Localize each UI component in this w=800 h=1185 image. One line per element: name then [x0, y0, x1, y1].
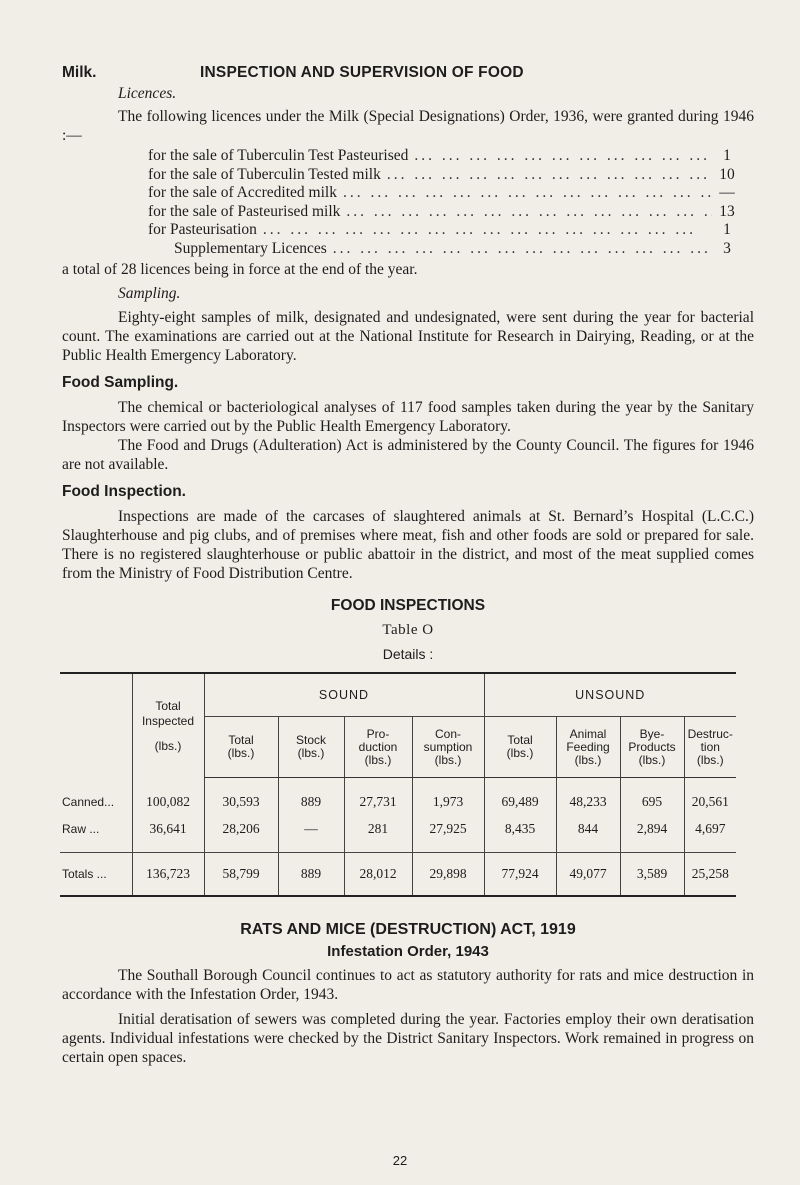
rats-subtitle: Infestation Order, 1943	[327, 943, 489, 960]
food-inspection-text: Inspections are made of the carcases of slaughtered animals at St. Bernard’s Hospital (L.C.C.) Slaughterhouse and pig clubs, and of premises where meat, fish and other foods are sold or prepared for sale. There is no registered slaughterhouse or public abattoir in the district, and most of the meat supplied comes from the Ministry of Food Distribution Centre.	[62, 508, 754, 582]
rats-title: RATS AND MICE (DESTRUCTION) ACT, 1919	[240, 921, 576, 938]
cell-destruction: 25,258	[684, 853, 736, 897]
cell-stock: 889	[278, 778, 344, 815]
leader-dots	[327, 240, 712, 259]
cell-unsound-total: 77,924	[484, 853, 556, 897]
cell-production: 281	[344, 814, 412, 853]
cell-stock: 889	[278, 853, 344, 897]
list-item	[148, 221, 742, 240]
totals-row	[60, 853, 736, 897]
page-number: 22	[392, 1153, 408, 1168]
cell-consumption: 29,898	[412, 853, 484, 897]
col-header-unsound-total: Total (lbs.)	[484, 717, 556, 778]
col-header-animal-feeding: Animal Feeding (lbs.)	[556, 717, 620, 778]
licence-label: for the sale of Pasteurised milk	[148, 202, 341, 220]
licence-count: 1	[723, 221, 731, 238]
cell-unsound-total: 8,435	[484, 814, 556, 853]
licence-label: Supplementary Licences	[174, 239, 327, 257]
licence-label: for the sale of Tuberculin Test Pasteurised	[148, 147, 409, 164]
cell-destruction: 4,697	[684, 814, 736, 853]
cell-animal-feeding: 48,233	[556, 778, 620, 815]
row-label: Totals ...	[60, 853, 132, 897]
food-inspection-heading: Food Inspection.	[62, 483, 186, 500]
rats-text: The Southall Borough Council continues to act as statutory authority for rats and mice destruction in accordance with the Infestation Order, 1943.	[62, 967, 754, 1003]
cell-production: 27,731	[344, 778, 412, 815]
food-sampling-text-2: The Food and Drugs (Adulteration) Act is administered by the County Council. The figures for 1946 are not available.	[62, 437, 754, 473]
licence-count: 3	[723, 239, 731, 257]
cell-bye-products: 2,894	[620, 814, 684, 853]
cell-bye-products: 3,589	[620, 853, 684, 897]
rats-text-2: Initial deratisation of sewers was completed during the year. Factories employ their own deratisation agents. Individual infestations were checked by the District Sanitary Inspectors. Work remained in progress on certain open spaces.	[62, 1011, 754, 1066]
row-label-header	[60, 673, 132, 778]
food-sampling-heading: Food Sampling.	[62, 374, 179, 391]
cell-sound-total: 30,593	[204, 778, 278, 815]
list-item	[148, 184, 742, 203]
cell-total: 100,082	[132, 778, 204, 815]
licence-count: 13	[719, 202, 735, 220]
cell-sound-total: 28,206	[204, 814, 278, 853]
col-total-inspected-unit: (lbs.)	[154, 738, 182, 753]
licence-count: 1	[723, 147, 731, 164]
list-item	[148, 240, 742, 259]
col-header-bye-products: Bye- Products (lbs.)	[620, 717, 684, 778]
sampling-text: Eighty-eight samples of milk, designated and undesignated, were sent during the year for bacterial count. The examinations are carried out at the National Institute for Research in Dairying, Reading, or at the Public Health Emergency Laboratory.	[62, 309, 754, 364]
cell-animal-feeding: 844	[556, 814, 620, 853]
licences-heading: Licences.	[118, 85, 177, 102]
leader-dots	[257, 221, 712, 240]
cell-stock: —	[278, 814, 344, 853]
section-label: Milk.	[62, 64, 97, 81]
col-header-destruction: Destruc- tion (lbs.)	[684, 717, 736, 778]
cell-destruction: 20,561	[684, 778, 736, 815]
list-item	[148, 147, 742, 166]
leader-dots	[340, 203, 712, 222]
leader-dots	[381, 166, 712, 185]
licence-label: for the sale of Tuberculin Tested milk	[148, 165, 381, 183]
cell-consumption: 1,973	[412, 778, 484, 815]
row-label: Canned...	[62, 794, 115, 809]
cell-total: 136,723	[132, 853, 204, 897]
table-title: FOOD INSPECTIONS	[330, 597, 486, 614]
licences-intro: The following licences under the Milk (Special Designations) Order, 1936, were granted during 1946 :—	[62, 108, 754, 144]
document-page	[62, 64, 754, 1067]
cell-animal-feeding: 49,077	[556, 853, 620, 897]
licence-label: for the sale of Accredited milk	[148, 184, 337, 201]
cell-unsound-total: 69,489	[484, 778, 556, 815]
header	[62, 64, 754, 84]
cell-bye-products: 695	[620, 778, 684, 815]
col-header-production: Pro- duction (lbs.)	[344, 717, 412, 778]
leader-dots	[408, 147, 712, 166]
list-item	[148, 203, 742, 222]
leader-dots	[337, 184, 712, 203]
food-inspections-table	[60, 672, 736, 897]
licence-label: for Pasteurisation	[148, 221, 257, 238]
group-sound-header: SOUND	[204, 673, 484, 717]
col-total-inspected	[132, 673, 204, 778]
cell-sound-total: 58,799	[204, 853, 278, 897]
table-row	[60, 778, 736, 815]
cell-consumption: 27,925	[412, 814, 484, 853]
licences-total: a total of 28 licences being in force at the end of the year.	[62, 261, 418, 278]
list-item	[148, 166, 742, 185]
table-label: Table O	[382, 622, 434, 638]
col-header-sound-total: Total (lbs.)	[204, 717, 278, 778]
cell-total: 36,641	[132, 814, 204, 853]
food-sampling-text: The chemical or bacteriological analyses of 117 food samples taken during the year by the Sanitary Inspectors were carried out by the Public Health Emergency Laboratory.	[62, 399, 754, 435]
table-row	[60, 814, 736, 853]
sampling-heading: Sampling.	[118, 285, 181, 302]
col-header-consumption: Con- sumption (lbs.)	[412, 717, 484, 778]
table-details-label: Details :	[382, 646, 434, 662]
cell-production: 28,012	[344, 853, 412, 897]
row-label: Raw ...	[62, 822, 100, 836]
licence-count: 10	[719, 165, 735, 183]
group-unsound-header: UNSOUND	[484, 673, 736, 717]
col-header-stock: Stock (lbs.)	[278, 717, 344, 778]
licences-list	[148, 147, 742, 258]
page-title: INSPECTION AND SUPERVISION OF FOOD	[200, 64, 524, 81]
col-total-inspected-label: Total Inspected	[141, 698, 195, 728]
licence-count: —	[719, 184, 735, 201]
